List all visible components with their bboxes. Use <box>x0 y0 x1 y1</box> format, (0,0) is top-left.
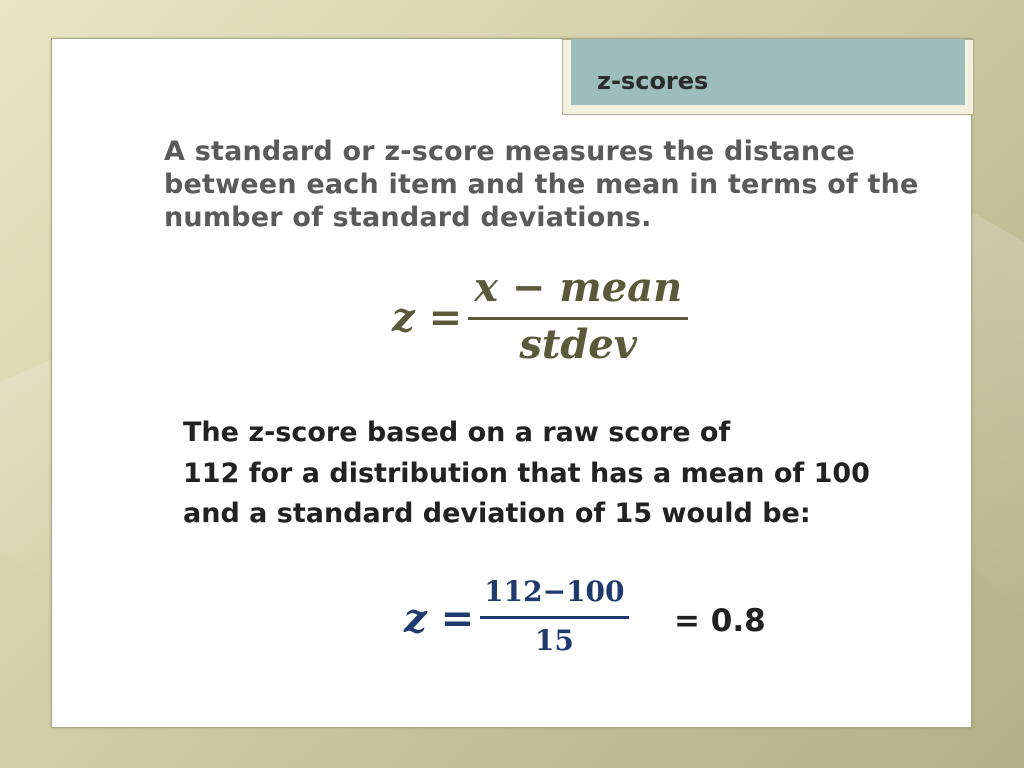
example-question <box>183 413 943 535</box>
slide-canvas <box>51 38 972 728</box>
example-numerator: 112−100 <box>484 575 625 608</box>
example-lhs: z = <box>404 595 475 642</box>
definition-text: A standard or z-score measures the distance between each item and the mean in terms of the number of standard deviations. <box>164 136 919 233</box>
title-tab <box>562 39 974 115</box>
formula-numerator: x − mean <box>474 264 683 311</box>
example-formula <box>404 574 629 663</box>
example-result: = 0.8 <box>674 603 766 639</box>
question-line-3: and a standard deviation of 15 would be: <box>183 498 811 529</box>
formula-lhs: z = <box>392 294 463 341</box>
example-fraction <box>480 574 628 663</box>
question-line-1: The z-score based on a raw score of <box>183 417 731 448</box>
zscore-formula <box>392 265 688 370</box>
formula-denominator: stdev <box>519 321 637 368</box>
slide-title: z-scores <box>597 67 709 95</box>
example-denominator: 15 <box>534 624 574 657</box>
formula-fraction <box>468 265 688 370</box>
question-line-2: 112 for a distribution that has a mean of 100 <box>183 457 870 489</box>
